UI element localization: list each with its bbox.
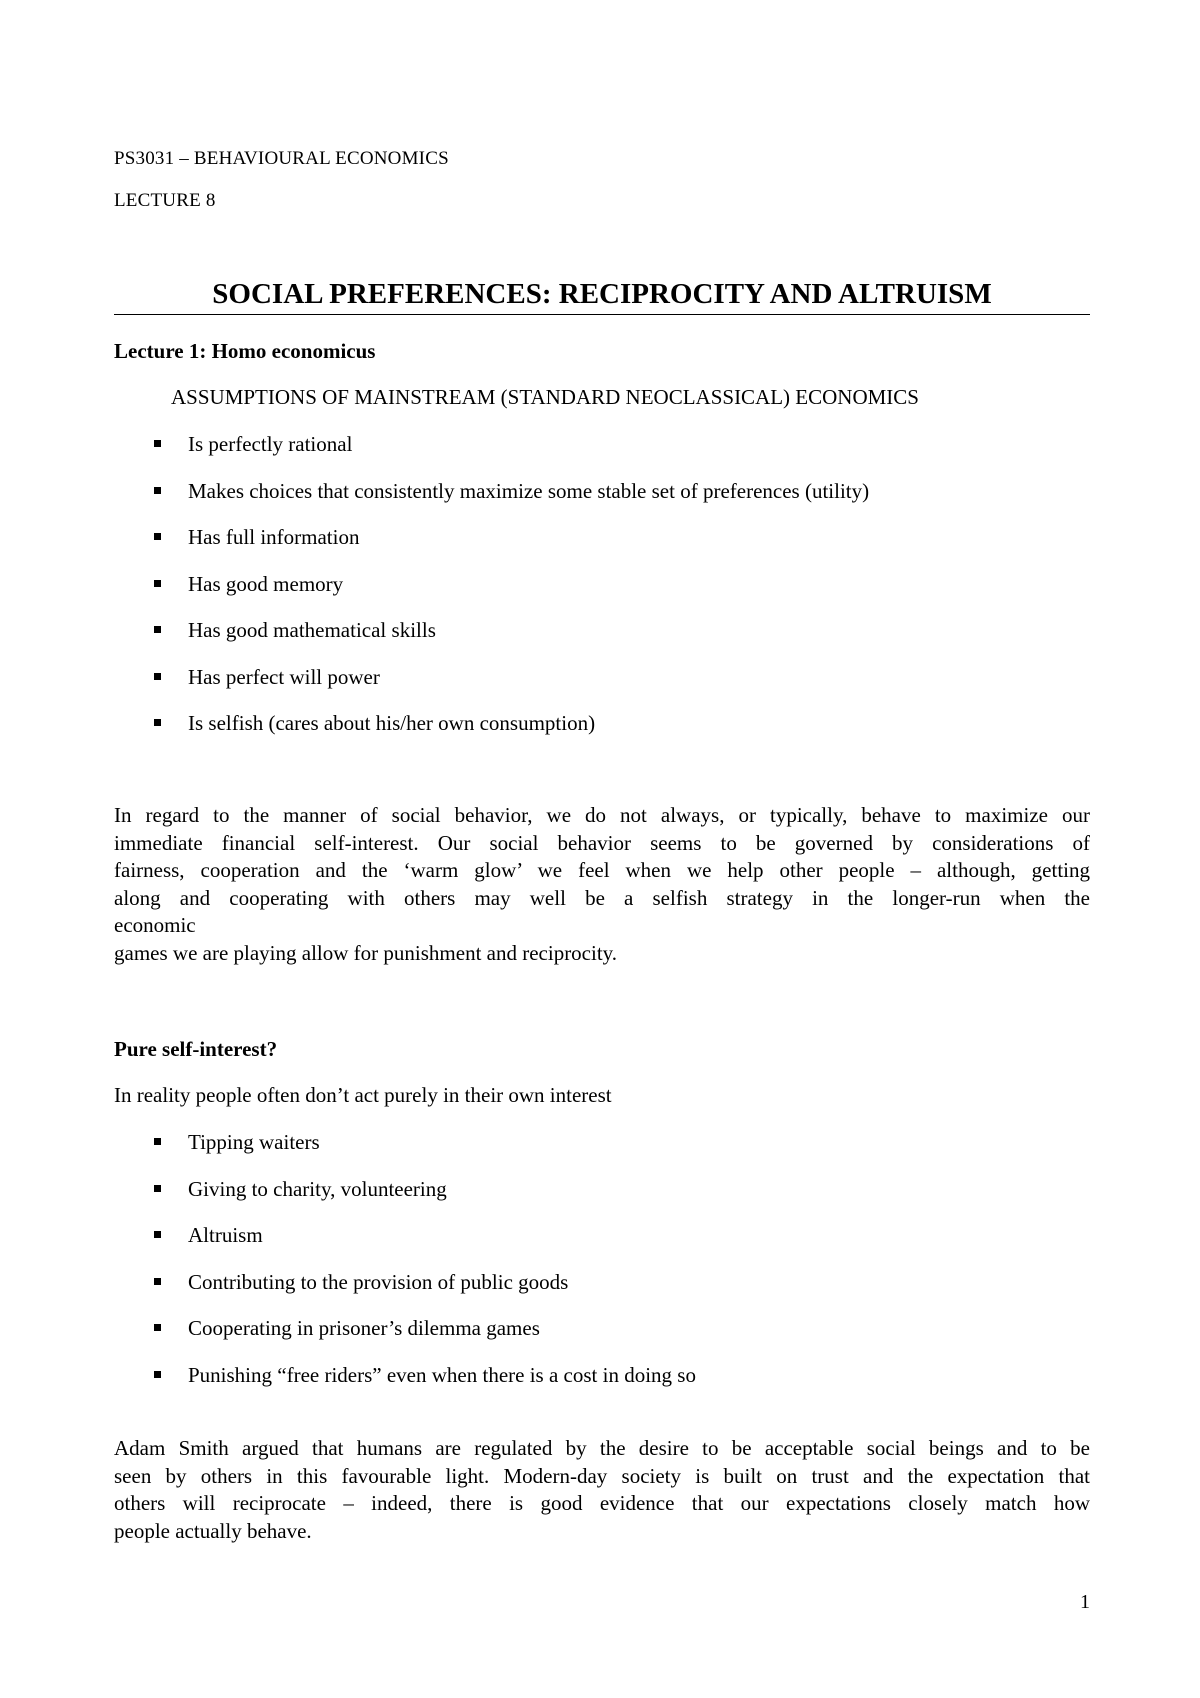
social-behavior-paragraph [114,802,1090,967]
paragraph-line: people actually behave. [114,1518,312,1543]
self-interest-intro: In reality people often don’t act purely in their own interest [114,1083,612,1107]
paragraph-line: immediate financial self-interest. Our social behavior seems to be governed by considerations of [114,830,1090,855]
square-bullet-icon [154,1278,161,1285]
paragraph-line: Adam Smith argued that humans are regulated by the desire to be acceptable social beings and to be [114,1436,1090,1460]
paragraph-line: games we are playing allow for punishment and reciprocity. [114,940,618,965]
square-bullet-icon [154,1185,161,1192]
square-bullet-icon [154,626,161,633]
square-bullet-icon [154,1371,161,1378]
document-page: PS3031 – BEHAVIOURAL ECONOMICS LECTURE 8 SOCIAL PREFERENCES: RECIPROCITY AND ALTRUISM Lecture 1: Homo economicus ASSUMPTIONS OF MAINSTREAM (STANDARD NEOCLASSICAL) ECONOMICS Is perfectly rational Makes choices that consistently maximize some stable set of preferences (utility) Has full information Has good memory Has good mathematical skills Has perfect will power Is selfish (cares about his/her own consumption) In regard to the manner of social behavior, we do not always, or typically, behave to maximize our immediate financial self-interest. Our social behavior seems to be governed by considerations of fairness, cooperation and the ‘warm glow’ we feel when we help other people – although, getting along and cooperating with others may well be a selfish strategy in the longer-run when the economic games we are playing allow for punishment and reciprocity. Pure self-interest? In reality people often don’t act purely in their own interest Tipping waiters Giving to charity, volunteering Altruism Contributing to the provision of public goods Cooperating in prisoner’s dilemma games Punishing “free riders” even when there is a cost in doing so Adam Smith argued that humans are regulated by the desire to be acceptable social beings and to be seen by others in this favourable light. Modern-day society is built on trust and the expectation that others will reciprocate – indeed, there is good evidence that our expectations closely match how people actually behave. 1 [114,148,1090,1613]
section-heading-pure-self-interest: Pure self-interest? [114,1037,278,1061]
course-code: PS3031 – BEHAVIOURAL ECONOMICS [114,148,449,169]
square-bullet-icon [154,487,161,494]
adam-smith-paragraph [114,1435,1090,1545]
paragraph-line: seen by others in this favourable light. Modern-day society is built on trust and the expectation that [114,1463,1090,1488]
paragraph-line: In regard to the manner of social behavior, we do not always, or typically, behave to maximize our [114,803,1090,827]
square-bullet-icon [154,580,161,587]
square-bullet-icon [154,440,161,447]
square-bullet-icon [154,1138,161,1145]
paragraph-line: others will reciprocate – indeed, there is good evidence that our expectations closely match how [114,1491,1090,1515]
square-bullet-icon [154,673,161,680]
section-heading-homo-economicus: Lecture 1: Homo economicus [114,339,376,363]
assumptions-subheading: ASSUMPTIONS OF MAINSTREAM (STANDARD NEOCLASSICAL) ECONOMICS [171,385,919,409]
paragraph-line: along and cooperating with others may well be a selfish strategy in the longer-run when the [114,885,1090,910]
document-title: SOCIAL PREFERENCES: RECIPROCITY AND ALTRUISM [114,276,1090,315]
square-bullet-icon [154,719,161,726]
square-bullet-icon [154,1231,161,1238]
square-bullet-icon [154,533,161,540]
square-bullet-icon [154,1324,161,1331]
lecture-number: LECTURE 8 [114,190,216,211]
paragraph-line: economic [114,913,196,937]
paragraph-line: fairness, cooperation and the ‘warm glow’ we feel when we help other people – although, getting [114,858,1090,882]
page-number: 1 [1080,1591,1090,1613]
